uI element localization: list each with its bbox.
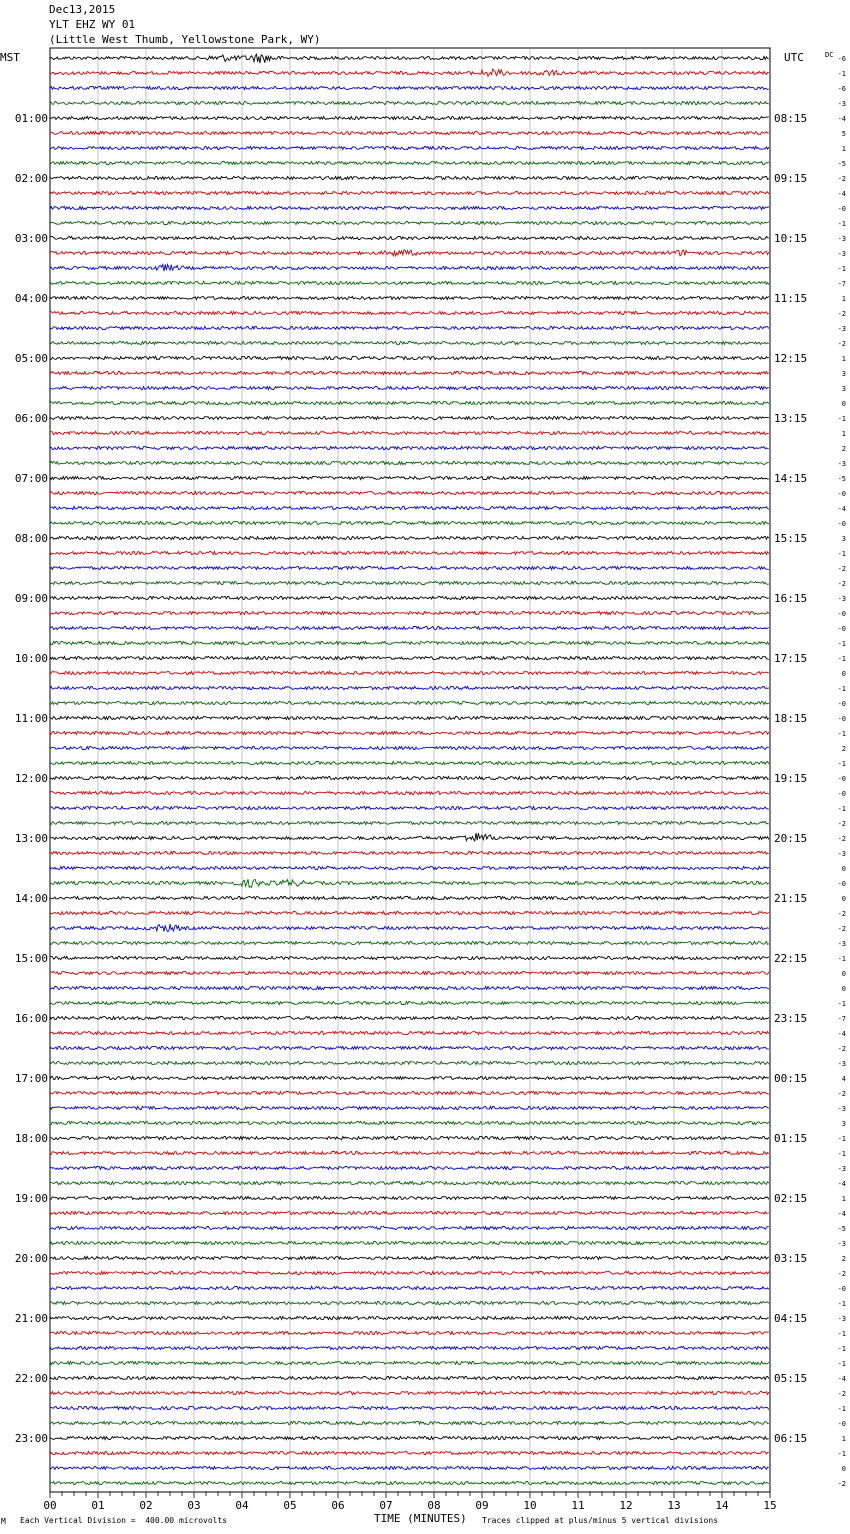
x-tick-label: 00: [43, 1499, 57, 1512]
dc-offset-value: -2: [837, 580, 846, 588]
trace-row: [50, 1211, 769, 1214]
x-tick-label: 13: [667, 1499, 681, 1512]
trace-row: [50, 1226, 769, 1229]
trace-row: [50, 506, 769, 509]
trace-row: [50, 566, 769, 569]
hour-label-utc: 09:15: [774, 172, 808, 185]
trace-row: [50, 1001, 769, 1004]
dc-offset-value: -1: [837, 1150, 846, 1158]
trace-row: [50, 1076, 769, 1079]
hour-label-utc: 04:15: [774, 1312, 808, 1325]
hour-label-mst: 19:00: [14, 1192, 48, 1205]
station-location: (Little West Thumb, Yellowstone Park, WY): [49, 33, 321, 46]
dc-offset-value: -2: [837, 1390, 846, 1398]
x-tick-label: 11: [571, 1499, 585, 1512]
hour-label-mst: 09:00: [14, 592, 48, 605]
dc-offset-value: -2: [837, 310, 846, 318]
trace-row: [50, 1091, 769, 1094]
dc-offset-value: 3: [841, 385, 846, 393]
trace-row: [50, 461, 769, 464]
trace-row: [50, 1391, 769, 1394]
trace-row: [50, 476, 769, 479]
trace-row: [50, 671, 769, 674]
clip-note: Traces clipped at plus/minus 5 vertical divisions: [482, 1516, 719, 1525]
dc-offset-value: -1: [837, 730, 846, 738]
dc-offset-value: -3: [837, 235, 846, 243]
trace-row: [50, 1031, 769, 1034]
dc-offset-value: -6: [837, 85, 846, 93]
trace-row: [50, 731, 769, 734]
dc-offset-value: -3: [837, 1060, 846, 1068]
dc-offset-value: 1: [841, 295, 846, 303]
hour-label-mst: 02:00: [14, 172, 48, 185]
seismic-traces: [50, 54, 769, 1484]
dc-offset-value: 2: [841, 445, 846, 453]
dc-offset-value: -1: [837, 1450, 846, 1458]
trace-row: [50, 686, 769, 689]
trace-row: [50, 746, 769, 749]
dc-offset-value: -0: [837, 880, 846, 888]
corner-mark: M: [1, 1517, 6, 1526]
hour-label-mst: 20:00: [14, 1252, 48, 1265]
trace-row: [50, 401, 769, 404]
dc-offset-value: -1: [837, 760, 846, 768]
trace-row: [50, 1061, 769, 1064]
hour-label-mst: 14:00: [14, 892, 48, 905]
dc-offset-value: -3: [837, 1105, 846, 1113]
hour-label-mst: 03:00: [14, 232, 48, 245]
x-tick-label: 12: [619, 1499, 633, 1512]
trace-row: [50, 596, 769, 599]
x-tick-label: 08: [427, 1499, 441, 1512]
trace-row: [50, 371, 769, 374]
trace-row: [50, 1481, 769, 1484]
dc-offset-value: -2: [837, 925, 846, 933]
trace-row: [50, 1166, 769, 1169]
dc-offset-value: 3: [841, 535, 846, 543]
dc-offset-value: 5: [841, 130, 846, 138]
minute-grid: [50, 48, 770, 1498]
dc-offset-value: -0: [837, 775, 846, 783]
hour-label-utc: 19:15: [774, 772, 808, 785]
dc-offset-value: 0: [841, 670, 846, 678]
trace-row: [50, 924, 769, 932]
trace-row: [50, 656, 769, 659]
trace-row: [50, 221, 769, 224]
hour-label-utc: 08:15: [774, 112, 808, 125]
dc-offset-value: -3: [837, 250, 846, 258]
trace-row: [50, 896, 769, 899]
dc-offset-value: -4: [837, 1375, 846, 1383]
dc-offset-value: 0: [841, 1465, 846, 1473]
x-tick-label: 02: [139, 1499, 153, 1512]
dc-offset-value: -7: [837, 280, 846, 288]
trace-row: [50, 491, 769, 494]
trace-row: [50, 1241, 769, 1244]
trace-row: [50, 833, 769, 841]
dc-offset-value: -0: [837, 1420, 846, 1428]
trace-row: [50, 341, 769, 344]
trace-row: [50, 1436, 769, 1439]
trace-row: [50, 281, 769, 284]
hour-label-mst: 13:00: [14, 832, 48, 845]
dc-offset-value: -1: [837, 415, 846, 423]
dc-offset-value: -2: [837, 1270, 846, 1278]
trace-row: [50, 1271, 769, 1274]
trace-row: [50, 701, 769, 704]
plot-frame: [50, 48, 770, 1492]
hour-label-utc: 02:15: [774, 1192, 808, 1205]
dc-offset-value: -2: [837, 340, 846, 348]
trace-row: [50, 641, 769, 644]
trace-row: [50, 86, 769, 89]
trace-row: [50, 146, 769, 149]
trace-row: [50, 821, 769, 824]
dc-offset-value: -0: [837, 520, 846, 528]
trace-row: [50, 446, 769, 449]
hour-label-mst: 21:00: [14, 1312, 48, 1325]
dc-offset-value: -1: [837, 640, 846, 648]
hour-label-utc: 16:15: [774, 592, 808, 605]
trace-row: [50, 521, 769, 524]
trace-row: [50, 1196, 769, 1199]
dc-offset-value: -1: [837, 1405, 846, 1413]
hour-label-mst: 01:00: [14, 112, 48, 125]
trace-row: [50, 1346, 769, 1349]
dc-offset-value: -3: [837, 850, 846, 858]
dc-offset-value: -4: [837, 505, 846, 513]
trace-row: [50, 986, 769, 989]
trace-row: [50, 1316, 769, 1319]
trace-row: [50, 1121, 769, 1124]
right-timezone-label: UTC: [784, 51, 804, 64]
left-timezone-label: MST: [0, 51, 20, 64]
hour-label-mst: 15:00: [14, 952, 48, 965]
x-tick-label: 05: [283, 1499, 297, 1512]
dc-offset-value: -6: [837, 55, 846, 63]
trace-row: [50, 941, 769, 944]
dc-offset-value: -1: [837, 1300, 846, 1308]
dc-offset-value: -0: [837, 1285, 846, 1293]
dc-offset-value: -4: [837, 1030, 846, 1038]
trace-row: [50, 776, 769, 779]
dc-offset-value: -2: [837, 1480, 846, 1488]
trace-row: [50, 1421, 769, 1424]
hour-label-utc: 17:15: [774, 652, 808, 665]
dc-offset-value: -2: [837, 1090, 846, 1098]
dc-offset-value: 1: [841, 145, 846, 153]
dc-offset-value: 0: [841, 970, 846, 978]
dc-offset-value: -1: [837, 550, 846, 558]
hour-label-mst: 08:00: [14, 532, 48, 545]
trace-row: [50, 956, 769, 959]
dc-offset-value: -1: [837, 1330, 846, 1338]
dc-offset-value: -0: [837, 625, 846, 633]
hour-label-utc: 06:15: [774, 1432, 808, 1445]
x-tick-label: 04: [235, 1499, 249, 1512]
trace-row: [50, 851, 769, 854]
dc-offset-value: -0: [837, 205, 846, 213]
x-tick-label: 10: [523, 1499, 537, 1512]
dc-offset-value: 2: [841, 1255, 846, 1263]
dc-offset-value: -1: [837, 1360, 846, 1368]
x-tick-label: 09: [475, 1499, 489, 1512]
trace-row: [50, 1016, 769, 1019]
hour-label-utc: 15:15: [774, 532, 808, 545]
dc-offset-value: -1: [837, 220, 846, 228]
trace-row: [50, 536, 769, 539]
trace-row: [50, 879, 769, 887]
hour-label-utc: 00:15: [774, 1072, 808, 1085]
trace-row: [50, 236, 769, 239]
trace-row: [50, 191, 769, 194]
dc-offset-value: -0: [837, 490, 846, 498]
trace-row: [50, 1451, 769, 1454]
trace-row: [50, 131, 769, 134]
dc-offset-value: -4: [837, 1180, 846, 1188]
trace-row: [50, 386, 769, 389]
dc-offset-value: 3: [841, 1120, 846, 1128]
dc-offset-value: -5: [837, 475, 846, 483]
dc-offset-value: 2: [841, 745, 846, 753]
trace-row: [50, 1466, 769, 1469]
hour-label-mst: 06:00: [14, 412, 48, 425]
hour-label-mst: 07:00: [14, 472, 48, 485]
hour-label-utc: 05:15: [774, 1372, 808, 1385]
trace-row: [50, 161, 769, 164]
dc-offset-value: -3: [837, 460, 846, 468]
dc-offset-value: -1: [837, 1000, 846, 1008]
dc-offset-value: -1: [837, 805, 846, 813]
dc-offset-value: -2: [837, 835, 846, 843]
hour-label-mst: 10:00: [14, 652, 48, 665]
trace-row: [50, 866, 769, 869]
dc-offset-value: -3: [837, 325, 846, 333]
vertical-scale-note: Each Vertical Division = 400.00 microvolts: [20, 1516, 228, 1525]
dc-offset-value: -4: [837, 115, 846, 123]
hour-label-mst: 18:00: [14, 1132, 48, 1145]
trace-row: [50, 971, 769, 974]
dc-offset-value: 0: [841, 400, 846, 408]
trace-row: [50, 416, 769, 419]
dc-offset-value: -0: [837, 715, 846, 723]
hour-label-mst: 05:00: [14, 352, 48, 365]
dc-offset-value: 0: [841, 895, 846, 903]
dc-offset-value: -4: [837, 190, 846, 198]
trace-row: [50, 264, 769, 271]
dc-offset-value: -0: [837, 790, 846, 798]
trace-row: [50, 1151, 769, 1154]
trace-row: [50, 761, 769, 764]
dc-offset-value: -3: [837, 100, 846, 108]
hour-label-mst: 22:00: [14, 1372, 48, 1385]
x-tick-label: 14: [715, 1499, 729, 1512]
trace-row: [50, 791, 769, 794]
dc-offset-value: -2: [837, 910, 846, 918]
dc-offset-value: -1: [837, 1135, 846, 1143]
trace-row: [50, 1376, 769, 1379]
trace-row: [50, 431, 769, 434]
hour-label-mst: 04:00: [14, 292, 48, 305]
dc-offset-value: -1: [837, 1345, 846, 1353]
hour-label-utc: 01:15: [774, 1132, 808, 1145]
dc-offset-value: -0: [837, 700, 846, 708]
dc-offset-value: 1: [841, 430, 846, 438]
dc-offset-value: -2: [837, 820, 846, 828]
dc-offset-header: DC: [825, 51, 834, 59]
trace-row: [50, 250, 769, 256]
trace-row: [50, 116, 769, 119]
axis-labels: [0, 51, 846, 1512]
x-tick-label: 01: [91, 1499, 105, 1512]
trace-row: [50, 1286, 769, 1289]
dc-offset-value: -5: [837, 160, 846, 168]
dc-offset-value: -4: [837, 1210, 846, 1218]
dc-offset-value: 1: [841, 355, 846, 363]
station-code: YLT EHZ WY 01: [49, 18, 136, 31]
hour-label-utc: 14:15: [774, 472, 808, 485]
dc-offset-value: -3: [837, 1165, 846, 1173]
trace-row: [50, 551, 769, 554]
dc-offset-value: -1: [837, 955, 846, 963]
dc-offset-value: -2: [837, 565, 846, 573]
trace-row: [50, 1136, 769, 1139]
hour-label-utc: 20:15: [774, 832, 808, 845]
trace-row: [50, 1256, 769, 1259]
trace-row: [50, 69, 769, 76]
x-tick-label: 06: [331, 1499, 345, 1512]
trace-row: [50, 1361, 769, 1364]
dc-offset-value: -3: [837, 1240, 846, 1248]
x-axis-title: TIME (MINUTES): [374, 1512, 467, 1525]
dc-offset-value: 1: [841, 1435, 846, 1443]
trace-row: [50, 1331, 769, 1334]
hour-label-mst: 17:00: [14, 1072, 48, 1085]
dc-offset-value: -2: [837, 1045, 846, 1053]
trace-row: [50, 1046, 769, 1049]
trace-row: [50, 54, 769, 63]
hour-label-utc: 03:15: [774, 1252, 808, 1265]
trace-row: [50, 296, 769, 299]
hour-label-utc: 13:15: [774, 412, 808, 425]
hour-label-mst: 11:00: [14, 712, 48, 725]
dc-offset-value: -1: [837, 655, 846, 663]
plot-date: Dec13,2015: [49, 3, 116, 16]
dc-offset-value: -3: [837, 595, 846, 603]
hour-label-utc: 18:15: [774, 712, 808, 725]
trace-row: [50, 101, 769, 104]
hour-label-mst: 12:00: [14, 772, 48, 785]
dc-offset-value: -3: [837, 1315, 846, 1323]
trace-row: [50, 911, 769, 914]
dc-offset-value: 4: [841, 1075, 846, 1083]
trace-row: [50, 1301, 769, 1304]
trace-row: [50, 206, 769, 209]
hour-label-utc: 11:15: [774, 292, 808, 305]
dc-offset-value: 1: [841, 1195, 846, 1203]
dc-offset-value: -1: [837, 685, 846, 693]
dc-offset-value: -7: [837, 1015, 846, 1023]
dc-offset-value: 0: [841, 985, 846, 993]
hour-label-utc: 10:15: [774, 232, 808, 245]
hour-label-utc: 12:15: [774, 352, 808, 365]
trace-row: [50, 716, 769, 719]
hour-label-utc: 21:15: [774, 892, 808, 905]
x-tick-label: 15: [763, 1499, 777, 1512]
dc-offset-value: 0: [841, 865, 846, 873]
x-tick-label: 03: [187, 1499, 201, 1512]
dc-offset-value: -2: [837, 175, 846, 183]
dc-offset-value: 3: [841, 370, 846, 378]
trace-row: [50, 1406, 769, 1409]
dc-offset-value: -5: [837, 1225, 846, 1233]
hour-label-utc: 22:15: [774, 952, 808, 965]
trace-row: [50, 176, 769, 179]
hour-label-mst: 16:00: [14, 1012, 48, 1025]
dc-offset-value: -1: [837, 70, 846, 78]
hour-label-mst: 23:00: [14, 1432, 48, 1445]
trace-row: [50, 326, 769, 329]
trace-row: [50, 1181, 769, 1184]
trace-row: [50, 581, 769, 584]
hour-label-utc: 23:15: [774, 1012, 808, 1025]
trace-row: [50, 356, 769, 359]
trace-row: [50, 611, 769, 614]
trace-row: [50, 806, 769, 809]
dc-offset-value: -1: [837, 265, 846, 273]
dc-offset-value: -3: [837, 940, 846, 948]
x-tick-label: 07: [379, 1499, 393, 1512]
trace-row: [50, 311, 769, 314]
trace-row: [50, 1106, 769, 1109]
trace-row: [50, 626, 769, 629]
dc-offset-value: -0: [837, 610, 846, 618]
